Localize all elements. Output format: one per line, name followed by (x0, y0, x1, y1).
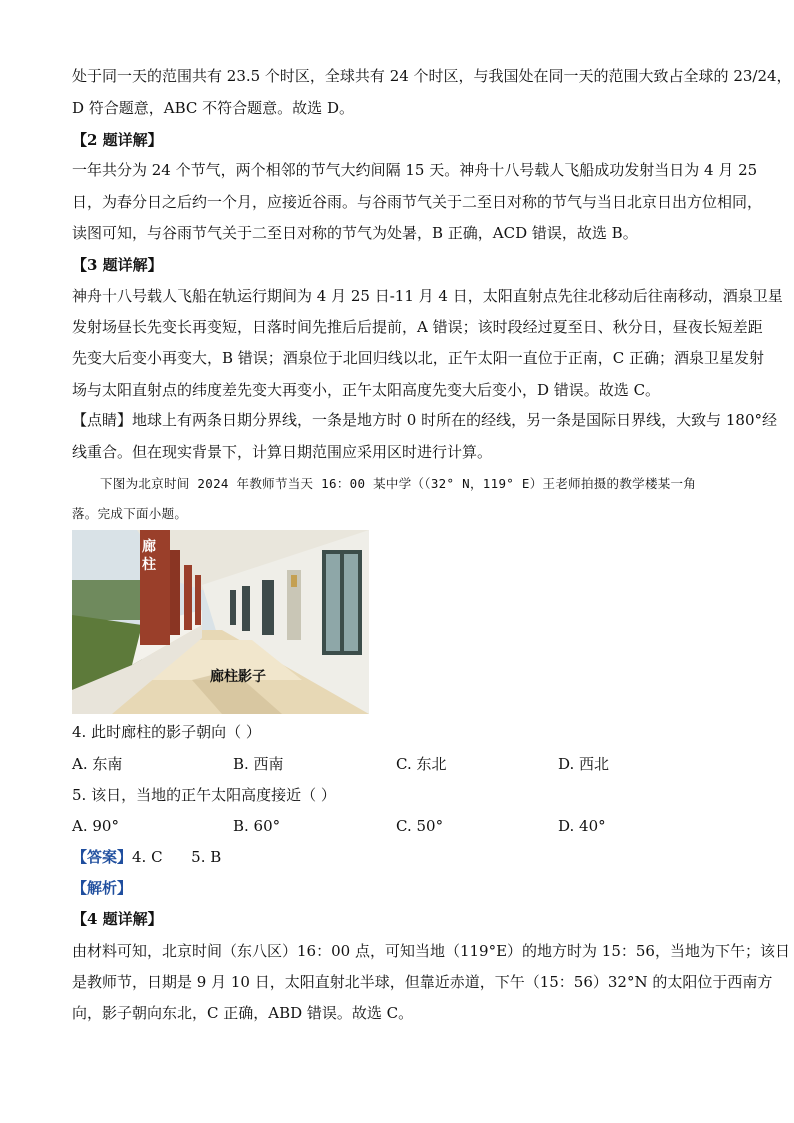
text-line: 一年共分为 24 个节气，两个相邻的节气大约间隔 15 天。神舟十八号载人飞船成功发射当日为 4 月 25 (72, 161, 758, 179)
figure-intro-cont: 落。完成下面小题。 (72, 506, 188, 521)
analysis-label: 【解析】 (72, 879, 133, 897)
text-line: 发射场昼长先变长再变短，日落时间先推后后提前，A 错误；该时段经过夏至日、秋分日，昼夜长短差距 (72, 318, 763, 336)
text-line: 是教师节，日期是 9 月 10 日，太阳直射北半球，但靠近赤道，下午（15：56）32°N 的太阳位于西南方 (72, 973, 773, 991)
answer-text: 4. C 5. B (132, 848, 222, 866)
corridor-photo (72, 530, 369, 714)
text-line: 神舟十八号载人飞船在轨运行期间为 4 月 25 日-11 月 4 日，太阳直射点先往北移动后往南移动，酒泉卫星 (72, 287, 783, 305)
text-line: D 符合题意，ABC 不符合题意。故选 D。 (72, 99, 354, 117)
text-line: 读图可知，与谷雨节气关于二至日对称的节气为处暑，B 正确，ACD 错误，故选 B。 (72, 224, 638, 242)
question-5-option-b: B. 60° (233, 817, 281, 835)
text-line: 日，为春分日之后约一个月，应接近谷雨。与谷雨节气关于二至日对称的节气与当日北京日出方位相同， (72, 193, 763, 211)
corridor-photo-drawing (72, 530, 369, 714)
answer-key-label: 【答案】 (72, 848, 133, 866)
question-4-option-c: C. 东北 (396, 755, 447, 773)
section-heading-q4: 【4 题详解】 (72, 910, 163, 928)
answer-line (72, 847, 722, 867)
question-5-option-d: D. 40° (558, 817, 606, 835)
section-heading-q3: 【3 题详解】 (72, 256, 163, 274)
text-line: 场与太阳直射点的纬度差先变大再变小，正午太阳高度先变大后变小，D 错误。故选 C。 (72, 381, 661, 399)
text-line: 处于同一天的范围共有 23.5 个时区，全球共有 24 个时区，与我国处在同一天的范围大致占全球的 23/24， (72, 67, 792, 85)
column-shadow-label: 廊柱影子 (210, 669, 266, 685)
question-4-option-a: A. 东南 (72, 755, 123, 773)
question-5-option-a: A. 90° (72, 817, 119, 835)
text-line: 向，影子朝向东北，C 正确，ABD 错误。故选 C。 (72, 1004, 414, 1022)
text-line: 由材料可知，北京时间（东八区）16：00 点，可知当地（119°E）的地方时为 15：56，当地为下午；该日 (72, 942, 790, 960)
question-4-option-b: B. 西南 (233, 755, 284, 773)
text-line: 线重合。但在现实背景下，计算日期范围应采用区时进行计算。 (72, 443, 493, 461)
question-4-option-d: D. 西北 (558, 755, 610, 773)
question-5-stem: 5. 该日，当地的正午太阳高度接近（ ） (72, 786, 336, 804)
text-line: 先变大后变小再变大，B 错误；酒泉位于北回归线以北，正午太阳一直位于正南，C 正确；酒泉卫星发射 (72, 349, 765, 367)
question-5-option-c: C. 50° (396, 817, 444, 835)
tip-paragraph: 【点睛】地球上有两条日期分界线，一条是地方时 0 时所在的经线，另一条是国际日界线，大致与 180°经 (72, 411, 777, 429)
question-4-stem: 4. 此时廊柱的影子朝向（ ） (72, 723, 261, 741)
figure-intro: 下图为北京时间 2024 年教师节当天 16：00 某中学（（32° N，119° E）王老师拍摄的教学楼某一角 (100, 476, 697, 491)
column-label: 廊柱 (142, 539, 156, 573)
section-heading-q2: 【2 题详解】 (72, 131, 163, 149)
